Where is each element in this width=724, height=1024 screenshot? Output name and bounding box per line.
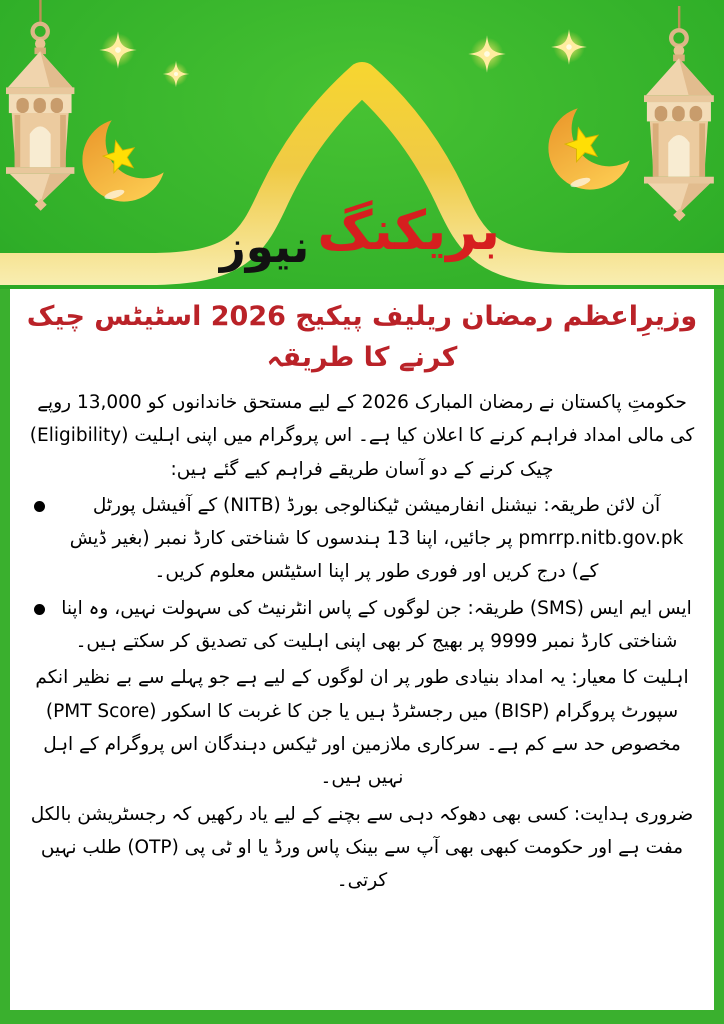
sparkle-icon [551, 29, 587, 65]
lantern-icon [6, 0, 74, 211]
content-frame [0, 289, 724, 1024]
bullet-item-sms-method [26, 592, 698, 659]
bullet-dot-icon [34, 501, 45, 512]
page-title: وزیرِاعظم رمضان ریلیف پیکیج 2026 اسٹیٹس چیک کرنے کا طریقہ [26, 301, 698, 373]
bullet-dot-icon [34, 604, 45, 615]
warning-paragraph: ضروری ہدایت: کسی بھی دھوکہ دہی سے بچنے کے لیے یاد رکھیں کہ رجسٹریشن بالکل مفت ہے اور حکومت کبھی بھی آپ سے بینک پاس ورڈ یا او ٹی پی (OTP) طلب نہیں کرتی۔ [30, 803, 694, 892]
news-word: نیوز [219, 220, 310, 273]
banner-decorations [0, 0, 724, 289]
intro-paragraph: حکومتِ پاکستان نے رمضان المبارک 2026 کے لیے مستحق خاندانوں کو 13,000 روپے کی مالی امداد فراہم کرنے کا اعلان کیا ہے۔ اس پروگرام میں اپنی اہلیت (Eligibility) چیک کرنے کے دو آسان طریقے فراہم کیے گئے ہیں: [29, 392, 695, 480]
breaking-word: بریکنگ [317, 199, 501, 262]
eligibility-criteria-paragraph: اہلیت کا معیار: یہ امداد بنیادی طور پر ان لوگوں کے لیے ہے جو پہلے سے بے نظیر انکم سپورٹ پروگرام (BISP) میں رجسٹرڈ ہیں یا جن کا غربت کا اسکور (PMT Score) مخصوص حد سے کم ہے۔ سرکاری ملازمین اور ٹیکس دہندگان اس پروگرام کے اہل نہیں ہیں۔ [35, 667, 689, 789]
banner-section [0, 0, 724, 289]
content-panel [10, 289, 714, 1010]
bullet-text-sms: ایس ایم ایس (SMS) طریقہ: جن لوگوں کے پاس انٹرنیٹ کی سہولت نہیں، وہ اپنا شناختی کارڈ نمبر 9999 پر بھیج کر بھی اپنی اہلیت کی تصدیق کر سکتے ہیں۔ [61, 597, 692, 653]
bullet-text-online: آن لائن طریقہ: نیشنل انفارمیشن ٹیکنالوجی بورڈ (NITB) کے آفیشل پورٹل pmrrp.nitb.gov.pk پر جائیں، اپنا 13 ہندسوں کا شناختی کارڈ نمبر (بغیر ڈیش کے) درج کریں اور فوری طور پر اپنا اسٹیٹس معلوم کریں۔ [69, 494, 684, 583]
sparkle-icon [468, 35, 505, 72]
lantern-icon [644, 6, 714, 221]
sparkle-icon [163, 61, 190, 88]
bullet-item-online-method [26, 489, 698, 589]
sparkle-icon [99, 31, 136, 68]
